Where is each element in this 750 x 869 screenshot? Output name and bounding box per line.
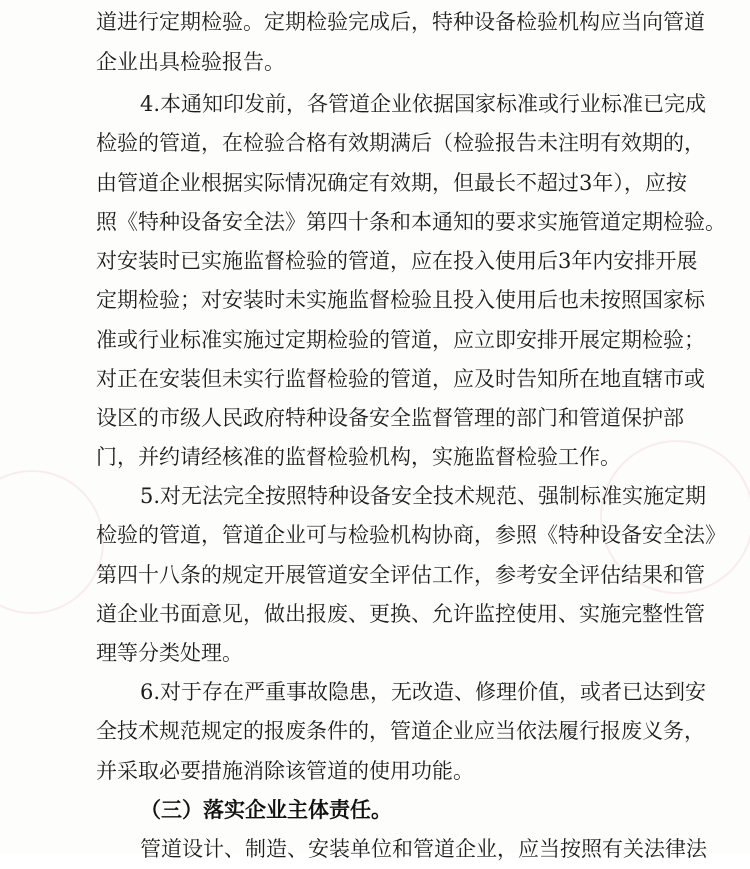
text-line-7: 对安装时已实施监督检验的管道，应在投入使用后3年内安排开展	[96, 249, 698, 273]
text-line-15: 第四十八条的规定开展管道安全评估工作，参考安全评估结果和管	[96, 563, 705, 587]
text-line-11: 设区的市级人民政府特种设备安全监督管理的部门和管道保护部	[96, 406, 684, 430]
bleed-through-stamp	[0, 470, 104, 614]
text-line-2: 企业出具检验报告。	[96, 50, 285, 74]
text-line-4: 检验的管道，在检验合格有效期满后（检验报告未注明有效期的，	[96, 131, 705, 155]
paragraph-5-start: 5.对无法完全按照特种设备安全技术规范、强制标准实施定期	[140, 484, 707, 508]
section-heading: （三）落实企业主体责任。	[140, 797, 392, 822]
text-line-14: 检验的管道，管道企业可与检验机构协商，参照《特种设备安全法》	[96, 523, 726, 547]
text-line-6: 照《特种设备安全法》第四十条和本通知的要求实施管道定期检验。	[96, 210, 726, 234]
text-line-16: 道企业书面意见，做出报废、更换、允许监控使用、实施完整性管	[96, 602, 705, 626]
paragraph-4-start: 4.本通知印发前，各管道企业依据国家标准或行业标准已完成	[140, 92, 707, 116]
text-line-12: 门，并约请经核准的监督检验机构，实施监督检验工作。	[96, 445, 621, 469]
text-line-17: 理等分类处理。	[96, 641, 243, 665]
text-line-22: 管道设计、制造、安装单位和管道企业，应当按照有关法律法	[140, 837, 707, 861]
paragraph-6-start: 6.对于存在严重事故隐患，无改造、修理价值，或者已达到安	[140, 680, 707, 704]
text-line-9: 准或行业标准实施过定期检验的管道，应立即安排开展定期检验；	[96, 328, 705, 352]
text-line-5: 由管道企业根据实际情况确定有效期，但最长不超过3年），应按	[96, 171, 687, 195]
text-line-10: 对正在安装但未实行监督检验的管道，应及时告知所在地直辖市或	[96, 367, 705, 391]
text-line-8: 定期检验；对安装时未实施监督检验且投入使用后也未按照国家标	[96, 288, 705, 312]
text-line-19: 全技术规范规定的报废条件的，管道企业应当依法履行报废义务，	[96, 719, 705, 743]
text-line-1: 道进行定期检验。定期检验完成后，特种设备检验机构应当向管道	[96, 10, 705, 34]
text-line-20: 并采取必要措施消除该管道的使用功能。	[96, 759, 474, 783]
